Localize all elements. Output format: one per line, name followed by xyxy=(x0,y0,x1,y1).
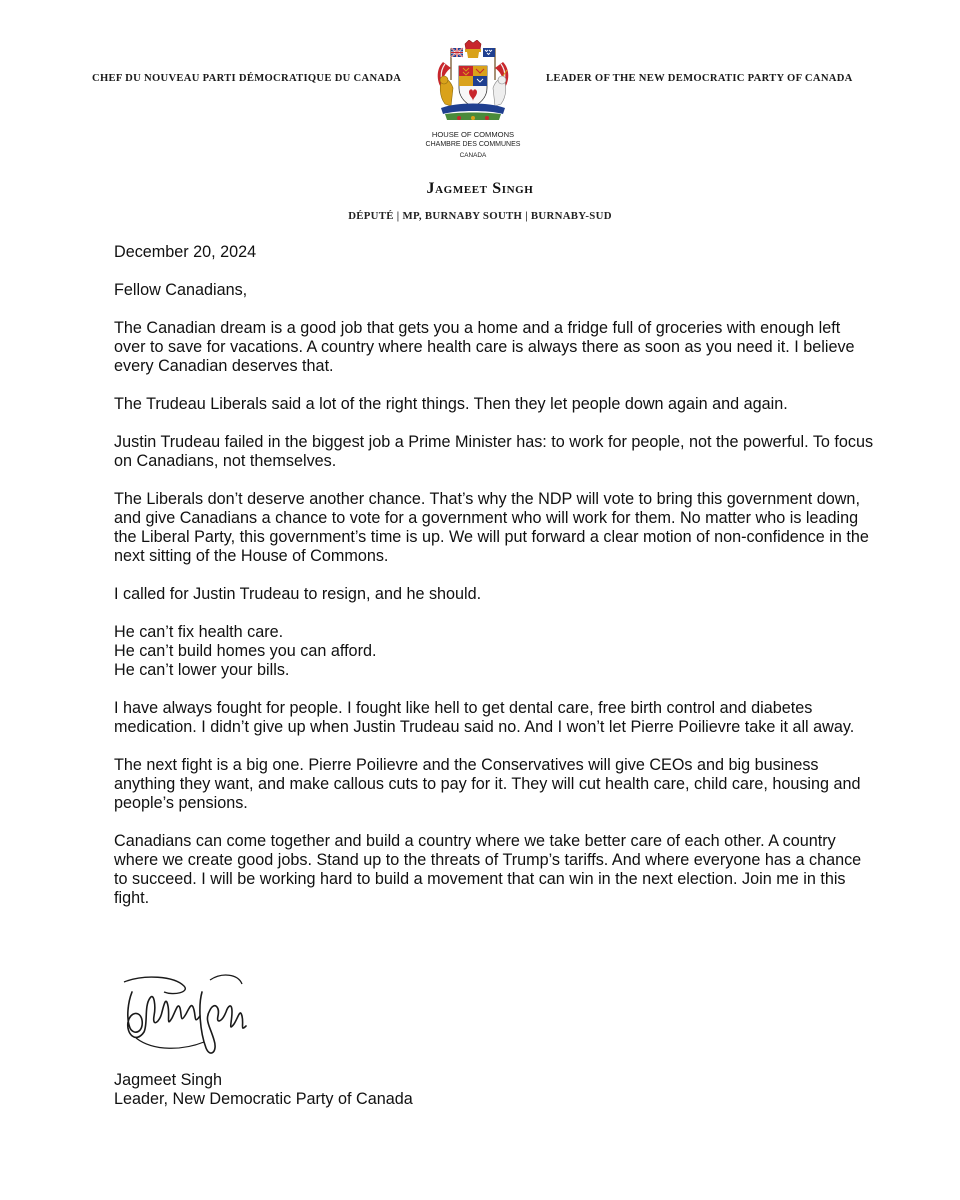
letter-paragraph: The Trudeau Liberals said a lot of the right things. Then they let people down again and again. xyxy=(114,395,788,413)
letter-paragraph: The next fight is a big one. Pierre Poilievre and the Conservatives will give CEOs and big business anything they want, and make callous cuts to pay for it. They will cut health care, child care, housing and people’s pensions. xyxy=(114,756,861,812)
signatory-name: Jagmeet Singh xyxy=(114,1071,222,1089)
letter-body xyxy=(114,243,874,927)
letter-date: December 20, 2024 xyxy=(114,243,257,261)
letter-paragraph: I have always fought for people. I fought like hell to get dental care, free birth control and diabetes medication. I didn’t give up when Justin Trudeau said no. And I won’t let Pierre Poilievre take it all away. xyxy=(114,699,855,736)
chambre-des-communes-label: CHAMBRE DES COMMUNES xyxy=(425,141,521,148)
member-name: Jagmeet Singh xyxy=(426,180,534,197)
letter-paragraph: Canadians can come together and build a country where we take better care of each other. A country where we create good jobs. Stand up to the threats of Trump’s tariffs. And where everyone has a chance to succeed. I will be working hard to build a movement that can win in the next election. Join me in this fight. xyxy=(114,832,862,907)
member-title: DÉPUTÉ | MP, BURNABY SOUTH | BURNABY-SUD xyxy=(348,210,612,222)
letter-salutation: Fellow Canadians, xyxy=(114,281,248,299)
letter-paragraph: I called for Justin Trudeau to resign, and he should. xyxy=(114,585,482,603)
handwritten-signature-icon xyxy=(114,962,264,1072)
letter-paragraph: Justin Trudeau failed in the biggest job a Prime Minister has: to work for people, not the powerful. To focus on Canadians, not themselves. xyxy=(114,433,874,470)
letterhead-french-title: CHEF DU NOUVEAU PARTI DÉMOCRATIQUE DU CANADA xyxy=(92,73,402,84)
letter-short-line: He can’t fix health care. xyxy=(114,623,284,641)
signatory-title: Leader, New Democratic Party of Canada xyxy=(114,1090,413,1108)
letter-paragraph: The Liberals don’t deserve another chance. That’s why the NDP will vote to bring this government down, and give Canadians a chance to vote for a government who will work for them. No matter who is leading the Liberal Party, this government’s time is up. We will put forward a clear motion of non-confidence in the next sitting of the House of Commons. xyxy=(114,490,869,565)
house-of-commons-label: HOUSE OF COMMONS xyxy=(431,130,515,139)
signature-block xyxy=(114,1071,413,1109)
letter-short-line: He can’t build homes you can afford. xyxy=(114,642,377,660)
royal-coat-of-arms-icon xyxy=(429,40,517,126)
letter-short-line: He can’t lower your bills. xyxy=(114,661,290,679)
letter-paragraph: The Canadian dream is a good job that gets you a home and a fridge full of groceries with enough left over to save for vacations. A country where health care is always there as soon as you need it. I believe every Canadian deserves that. xyxy=(114,319,855,375)
letterhead-english-title: LEADER OF THE NEW DEMOCRATIC PARTY OF CANADA xyxy=(546,73,853,84)
canada-label: CANADA xyxy=(459,152,487,159)
